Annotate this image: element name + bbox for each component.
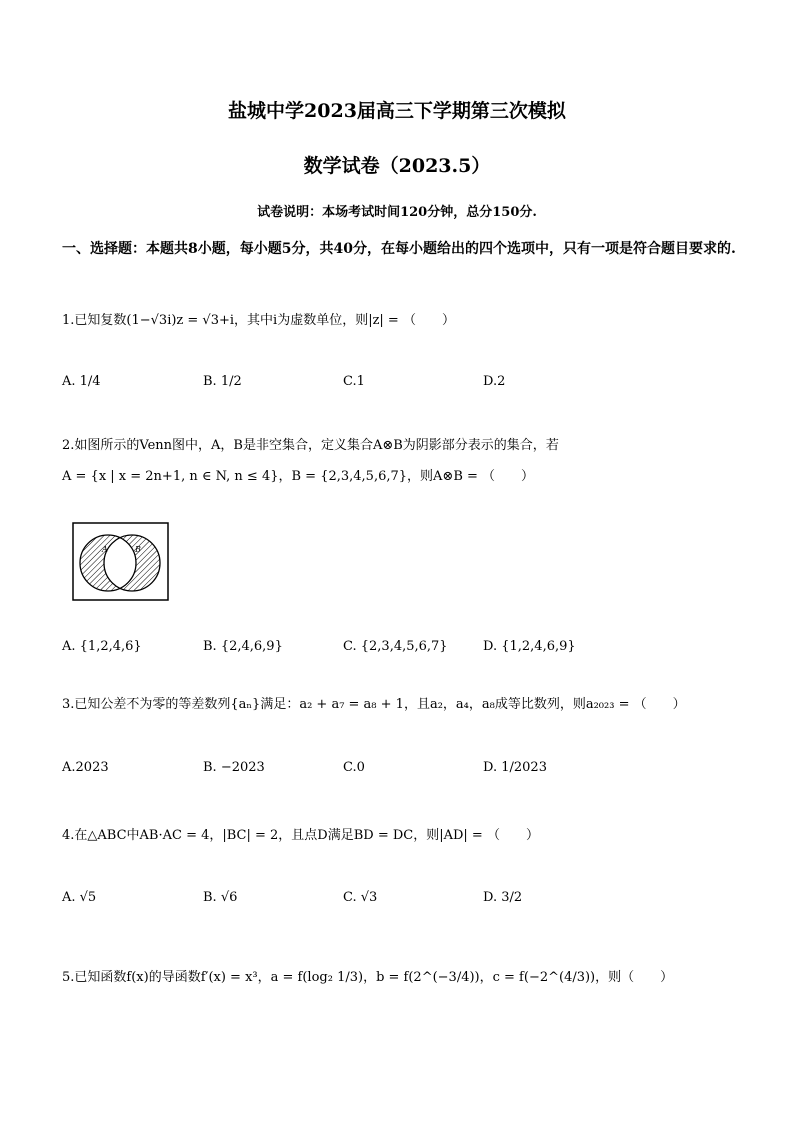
venn-label-a: A [102,545,108,554]
question-3-option-d: D. 1/2023 [483,760,547,775]
venn-diagram-svg [72,522,172,602]
question-4-option-b: B. √6 [203,890,238,905]
exam-title: 盐城中学2023届高三下学期第三次模拟 [228,100,566,122]
section-heading: 一、选择题：本题共8小题，每小题5分，共40分，在每小题给出的四个选项中，只有一项是符合题目要求的. [62,241,736,257]
question-2-option-b: B. {2,4,6,9} [203,639,283,654]
question-2-stem-line2: A = {x | x = 2n+1, n ∈ N, n ≤ 4}，B = {2,3,4,5,6,7}，则A⊗B = （ ） [62,469,535,484]
question-4-option-d: D. 3/2 [483,890,523,905]
question-4-stem: 4.在△ABC中AB·AC = 4，|BC| = 2，且点D满足BD = DC，则|AD| = （ ） [62,828,539,843]
question-2-option-d: D. {1,2,4,6,9} [483,639,576,654]
question-3-option-a: A.2023 [62,760,109,775]
question-1-option-b: B. 1/2 [203,374,242,389]
question-1-stem: 1.已知复数(1−√3i)z = √3+i，其中i为虚数单位，则|z| = （ ） [62,313,455,328]
question-3-option-b: B. −2023 [203,760,265,775]
exam-note: 试卷说明：本场考试时间120分钟，总分150分. [257,205,537,220]
exam-subtitle: 数学试卷（2023.5） [303,155,491,177]
venn-diagram [72,522,172,606]
question-5-stem: 5.已知函数f(x)的导函数f′(x) = x³，a = f(log₂ 1/3)，b = f(2^(−3/4))，c = f(−2^(4/3))，则（ ） [62,970,674,985]
question-1-option-c: C.1 [343,374,365,389]
question-2-stem: 2.如图所示的Venn图中，A，B是非空集合，定义集合A⊗B为阴影部分表示的集合，若 [62,438,559,453]
question-2-option-c: C. {2,3,4,5,6,7} [343,639,448,654]
question-2-option-a: A. {1,2,4,6} [62,639,142,654]
question-1-option-a: A. 1/4 [62,374,101,389]
question-4-option-c: C. √3 [343,890,378,905]
question-3-stem: 3.已知公差不为零的等差数列{aₙ}满足：a₂ + a₇ = a₈ + 1，且a₂，a₄，a₈成等比数列，则a₂₀₂₃ = （ ） [62,697,686,712]
question-1-option-d: D.2 [483,374,506,389]
question-4-option-a: A. √5 [62,890,97,905]
question-3-option-c: C.0 [343,760,365,775]
venn-label-b: B [135,545,141,554]
